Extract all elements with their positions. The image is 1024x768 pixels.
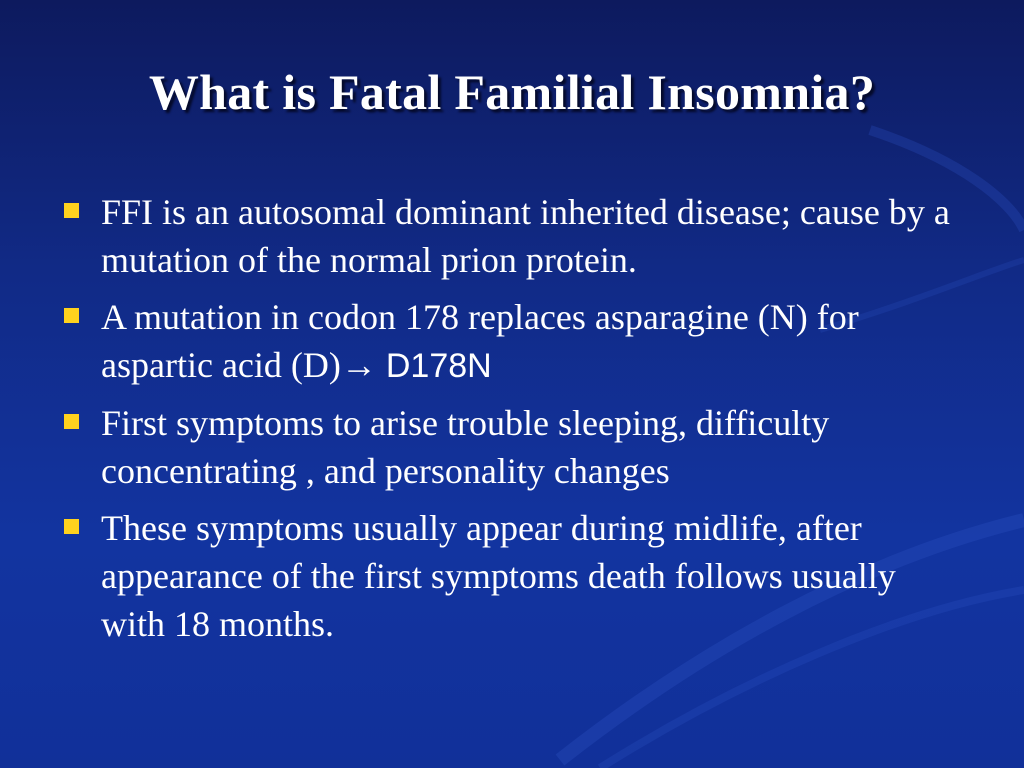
- bullet-text: These symptoms usually appear during midlife, after appearance of the first symptoms death follows usually with 18 months.: [101, 508, 896, 644]
- square-bullet-icon: [64, 203, 79, 218]
- slide-title: What is Fatal Familial Insomnia?: [148, 64, 876, 120]
- bullet-text: FFI is an autosomal dominant inherited disease; cause by a mutation of the normal prion protein.: [101, 192, 950, 280]
- square-bullet-icon: [64, 414, 79, 429]
- square-bullet-icon: [64, 519, 79, 534]
- bullet-text: First symptoms to arise trouble sleeping, difficulty concentrating , and personality changes: [101, 403, 830, 491]
- bullet-list: [64, 188, 964, 657]
- square-bullet-icon: [64, 308, 79, 323]
- bullet-text: A mutation in codon 178 replaces asparagine (N) for aspartic acid (D)→: [101, 297, 859, 385]
- mutation-code-label: D178N: [385, 347, 492, 385]
- bullet-item: [64, 188, 964, 284]
- bullet-item: [64, 399, 964, 495]
- bullet-item: [64, 504, 964, 648]
- bullet-item: [64, 293, 964, 390]
